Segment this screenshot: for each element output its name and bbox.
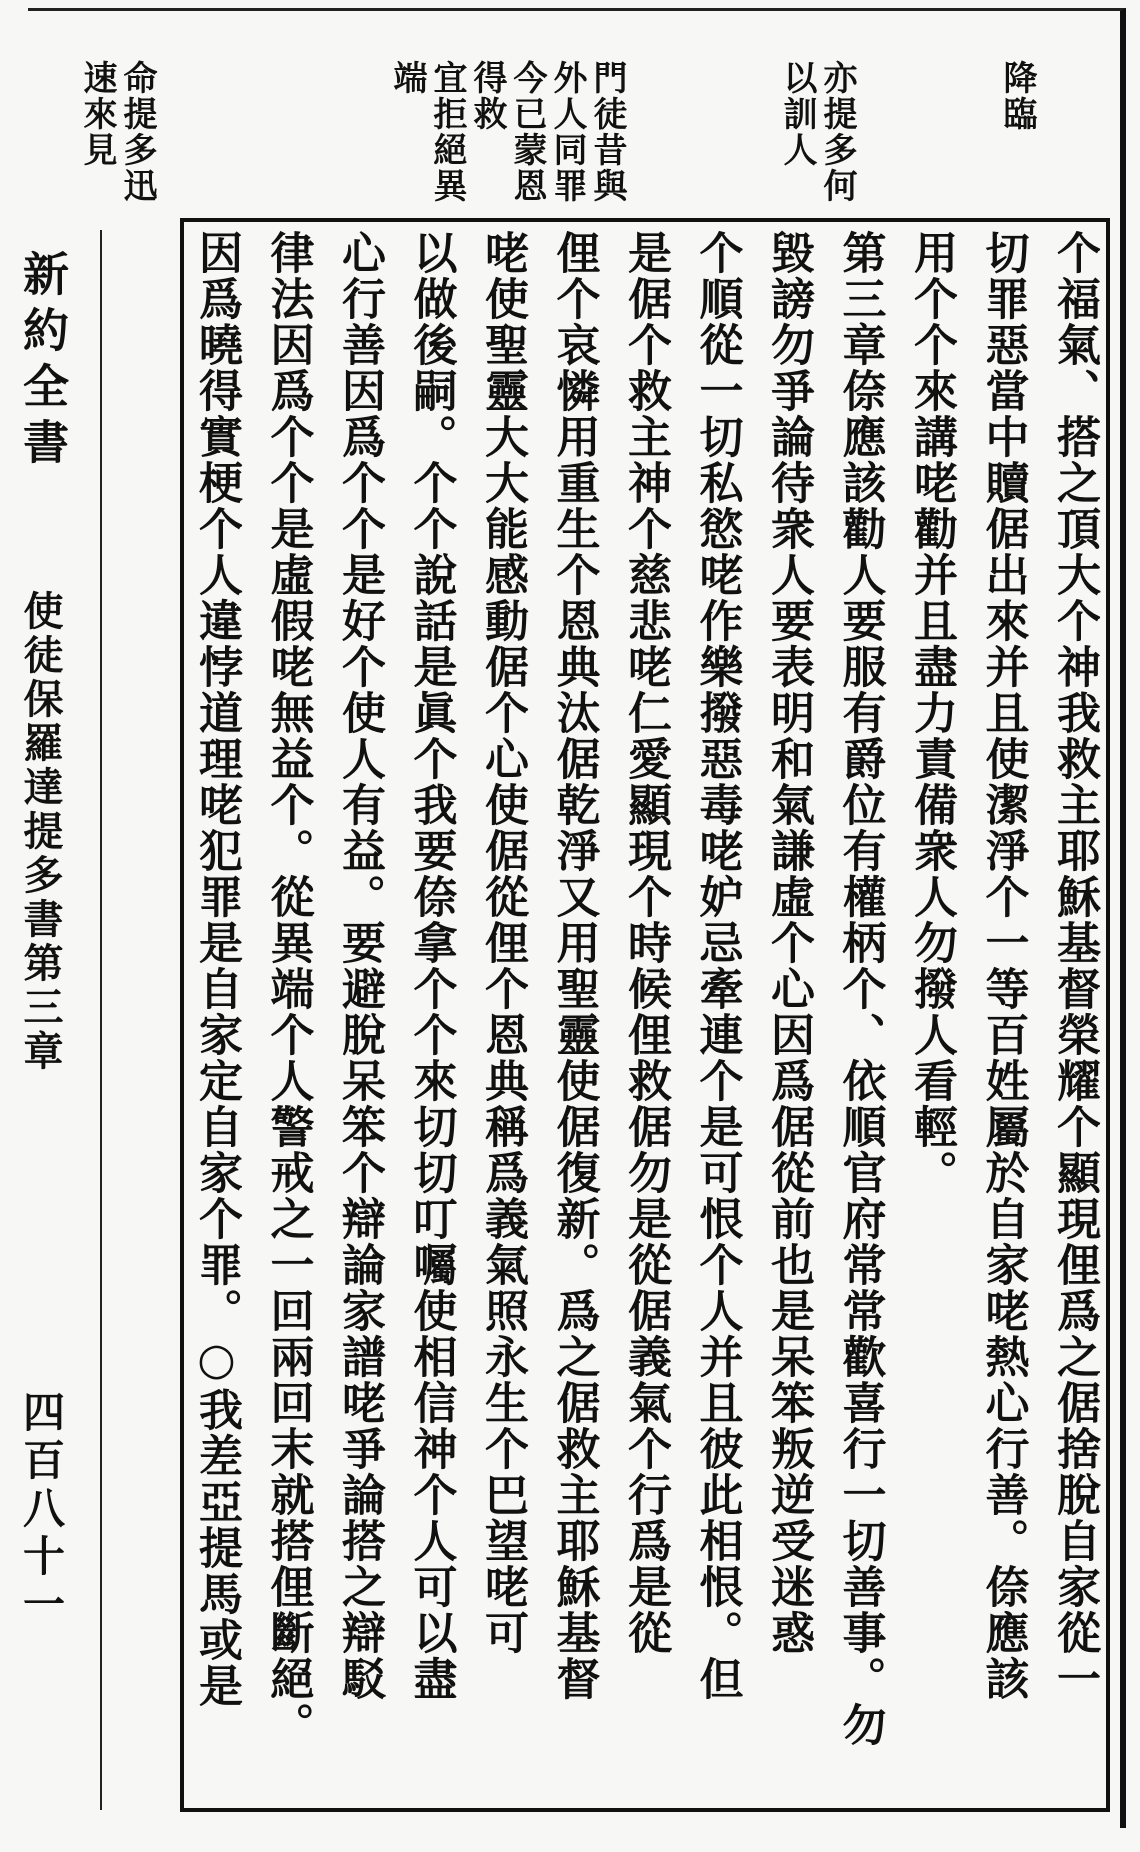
margin-note-col: 端 [387, 60, 427, 96]
margin-note-4 [77, 60, 157, 220]
text-column: 第三章倷應該勸人要服有爵位有權柄个、依順官府常常歡喜行一切善事。勿 [834, 230, 886, 1748]
text-column: 是倨个救主神个慈悲咾仁愛顯現个時候俚救倨勿是從倨義氣个行爲是從 [620, 230, 671, 1656]
text-column: 个福氣、搭之頂大个神我救主耶穌基督榮耀个顯現俚爲之倨捨脫自家從一 [1049, 230, 1100, 1702]
margin-note-col: 亦提多何 [817, 60, 857, 204]
text-column: 切罪惡當中贖倨出來并且使潔淨个一等百姓屬於自家咾熱心行善。倷應該 [977, 230, 1029, 1702]
text-column: 俚个哀憐用重生个恩典汰倨乾淨又用聖靈使倨復新。爲之倨救主耶穌基督 [548, 230, 600, 1702]
margin-note-col: 今已蒙恩 [507, 60, 547, 204]
text-column: 咾使聖靈大大能感動倨个心使倨從俚个恩典稱爲義氣照永生个巴望咾可 [477, 230, 528, 1656]
margin-note-col: 速來見 [77, 60, 117, 168]
margin-note-col: 門徒昔與 [587, 60, 627, 204]
margin-note-col: 以訓人 [777, 60, 817, 168]
margin-note-3 [387, 60, 627, 220]
side-divider [100, 230, 102, 1810]
text-column: 心行善因爲个个是好个使人有益。要避脫呆笨个辯論家譜咾爭論搭之辯駁 [334, 230, 385, 1702]
margin-note-col: 降臨 [997, 60, 1037, 132]
margin-note-col: 命提多迅 [117, 60, 157, 204]
text-column: 毀謗勿爭論待衆人要表明和氣謙虛个心因爲倨從前也是呆笨叛逆受迷惑 [763, 230, 814, 1656]
margin-note-2 [777, 60, 857, 220]
text-column: 以做後嗣。个个說話是眞个我要倷拿个个來切切叮囑使相信神个人可以盡 [405, 230, 457, 1702]
main-text [186, 230, 1104, 1800]
text-column: 个順從一切私慾咾作樂撥惡毒咾妒忌牽連个是可恨个人并且彼此相恨。但 [691, 230, 743, 1702]
margin-note-col: 宜拒絕異 [427, 60, 467, 204]
text-column: 律法因爲个个是虛假咾無益个。從異端个人警戒之一回兩回末就搭俚斷絕。 [262, 230, 314, 1748]
margin-note-col: 得救 [467, 60, 507, 132]
page-number: 四百八十一 [17, 1390, 66, 1630]
chapter-heading: 使徒保羅達提多書第三章 [17, 590, 64, 1074]
text-column: 因爲曉得實梗个人違悖道理咾犯罪是自家定自家个罪。○我差亞提馬或是 [191, 230, 242, 1709]
book-title: 新約全書 [16, 250, 70, 474]
margin-note-col: 外人同罪 [547, 60, 587, 204]
text-column: 用个个來講咾勸并且盡力責備衆人勿撥人看輕。 [906, 230, 957, 1196]
margin-note-1 [997, 60, 1037, 220]
